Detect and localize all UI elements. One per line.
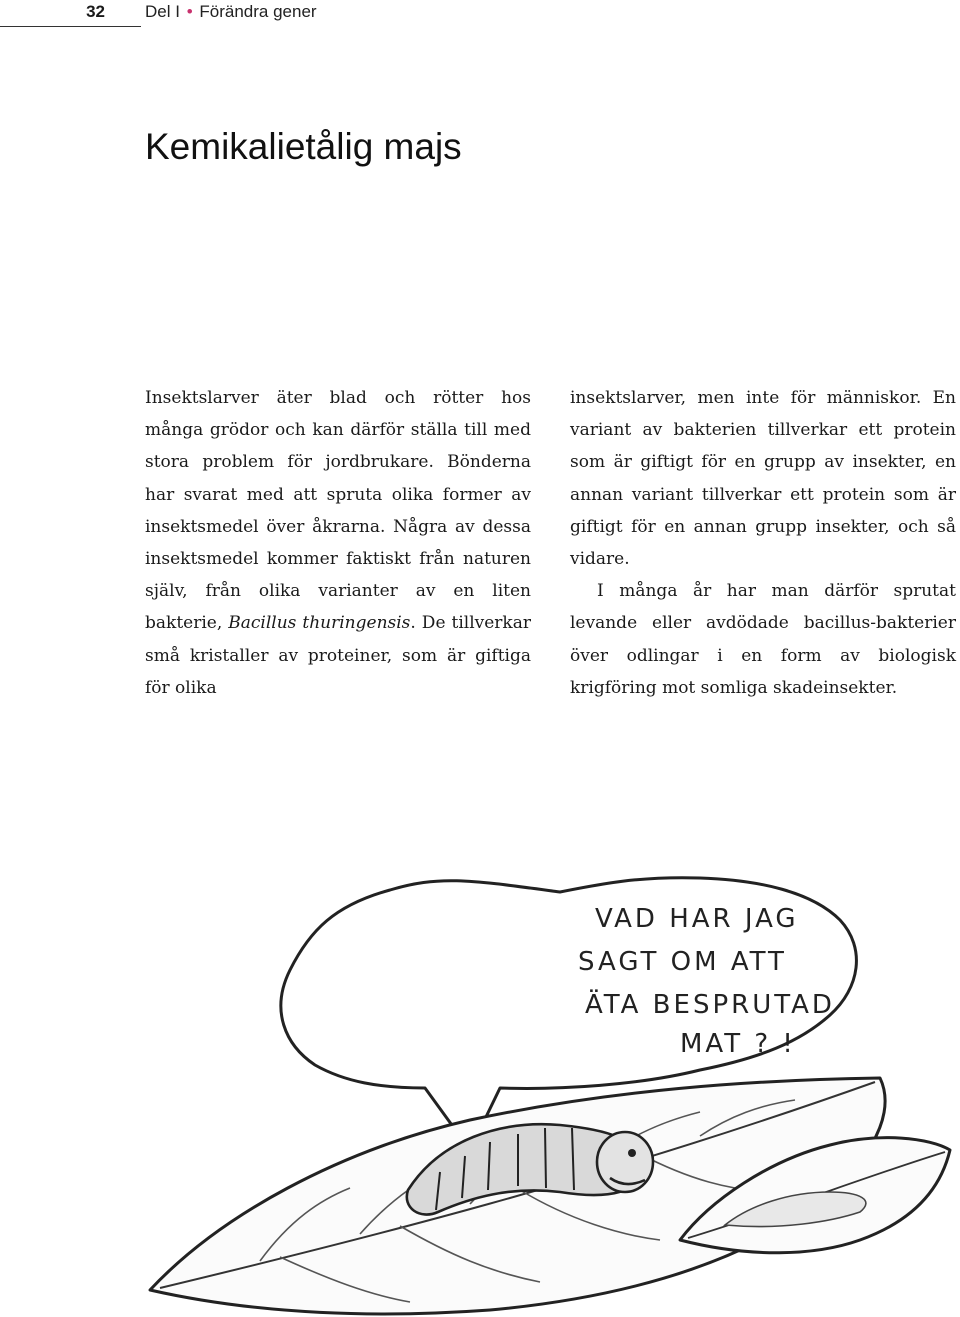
separator-dot: •: [186, 2, 193, 21]
page-number: 32: [86, 2, 105, 21]
chapter-title: Kemikalietålig majs: [145, 126, 462, 167]
paragraph-text: Insektslarver äter blad och rötter hos många grödor och kan därför ställa till med stora problem för jordbrukare. Bönderna har svarat med att spruta olika former av insektsmedel över åkrarna. Några av dessa insektsmedel kommer faktiskt från naturen själv, från olika varianter av en liten bakterie,: [145, 388, 531, 634]
paragraph: [145, 382, 531, 704]
part-label: Del I: [145, 2, 180, 21]
paragraph-text: . De tillverkar små kristaller av proteiner, som är giftiga för olika: [145, 613, 531, 698]
speech-line: ÄTA BESPRUTAD: [585, 990, 835, 1020]
header-rule: [0, 26, 141, 27]
speech-line: MAT ? !: [680, 1029, 796, 1059]
caterpillar-illustration: [140, 820, 960, 1317]
text-column-left: [145, 382, 531, 704]
text-column-right: [570, 382, 956, 704]
running-head: [145, 0, 317, 24]
section-label: Förändra gener: [199, 2, 317, 21]
speech-line: SAGT OM ATT: [578, 947, 787, 977]
paragraph: I många år har man därför sprutat levande eller avdödade bacillus-bakterier över odlingar i en form av biologisk krigföring mot somliga skadeinsekter.: [570, 581, 956, 698]
paragraph: insektslarver, men inte för människor. En variant av bakterien tillverkar ett protein som är giftigt för en grupp av insekter, en annan variant tillverkar ett protein som är giftigt för en annan grupp insekter, och så vidare.: [570, 388, 956, 570]
species-name: Bacillus thuringensis: [228, 613, 411, 634]
speech-line: VAD HAR JAG: [595, 904, 799, 934]
